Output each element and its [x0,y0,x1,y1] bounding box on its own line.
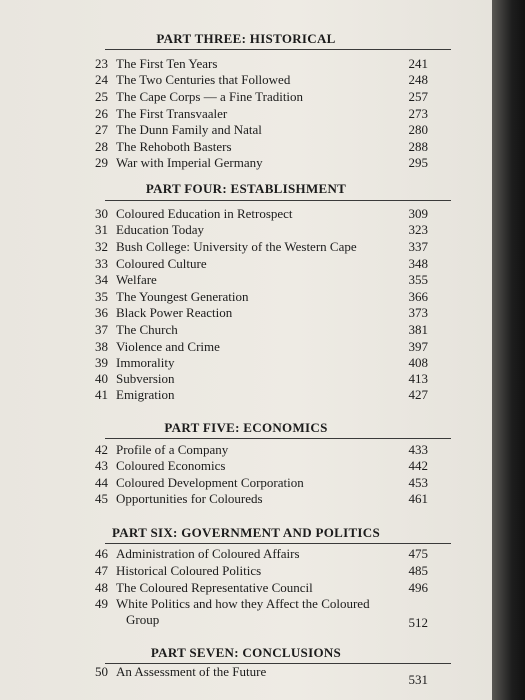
book-edge-shadow [492,0,525,700]
chapter-title: Education Today [116,222,205,237]
chapter-title: Historical Coloured Politics [116,563,262,578]
toc-entry [0,563,492,580]
toc-entry [0,222,492,239]
toc-entry [0,387,492,404]
part-heading: PART FIVE: ECONOMICS [164,420,328,435]
chapter-title: Bush College: University of the Western Cape [116,239,357,254]
toc-entry [0,458,492,475]
page-number: 241 [408,56,428,71]
page-number: 295 [408,155,428,170]
toc-entry [0,339,492,356]
toc-entry [0,475,492,492]
chapter-number: 27 [95,122,108,137]
chapter-title: Black Power Reaction [116,305,233,320]
chapter-number: 33 [95,256,108,271]
chapter-number: 41 [95,387,108,402]
toc-entry [0,106,492,123]
part-rule [105,49,451,50]
page-number: 373 [408,305,428,320]
part-rule [105,200,451,201]
page-number: 366 [408,289,428,304]
chapter-title: An Assessment of the Future [116,664,267,679]
chapter-number: 44 [95,475,108,490]
chapter-title: White Politics and how they Affect the Coloured [116,596,370,611]
chapter-title: War with Imperial Germany [116,155,263,170]
chapter-title: Coloured Culture [116,256,207,271]
chapter-title: The Cape Corps — a Fine Tradition [116,89,304,104]
toc-entry [0,139,492,156]
chapter-title: Profile of a Company [116,442,229,457]
chapter-number: 31 [95,222,108,237]
chapter-number: 34 [95,272,108,287]
chapter-title: Administration of Coloured Affairs [116,546,300,561]
part-rule [105,543,451,544]
part-heading: PART SEVEN: CONCLUSIONS [150,645,342,660]
part-rule [105,438,451,439]
toc-entry [0,546,492,563]
chapter-title: The Youngest Generation [116,289,249,304]
page-number: 323 [408,222,428,237]
chapter-number: 43 [95,458,108,473]
page-number: 348 [408,256,428,271]
page-number: 496 [408,580,428,595]
toc-entry [0,355,492,372]
toc-entry [0,371,492,388]
page-number: 397 [408,339,428,354]
chapter-number: 29 [95,155,108,170]
page-number: 309 [408,206,428,221]
chapter-title: The Two Centuries that Followed [116,72,291,87]
chapter-number: 47 [95,563,108,578]
page-number: 475 [408,546,428,561]
toc-entry [0,155,492,172]
chapter-number: 32 [95,239,108,254]
chapter-title: Coloured Education in Retrospect [116,206,293,221]
chapter-title: The First Ten Years [116,56,218,71]
chapter-number: 45 [95,491,108,506]
chapter-number: 26 [95,106,108,121]
page-number: 337 [408,239,428,254]
chapter-number: 25 [95,89,108,104]
chapter-title: The Coloured Representative Council [116,580,313,595]
chapter-title: The First Transvaaler [116,106,228,121]
toc-entry [0,122,492,139]
toc-entry [0,442,492,459]
page-number: 512 [408,615,428,630]
part-heading: PART FOUR: ESTABLISHMENT [145,181,347,196]
chapter-number: 30 [95,206,108,221]
toc-entry [0,56,492,73]
chapter-number: 24 [95,72,108,87]
toc-entry [0,239,492,256]
page-number: 355 [408,272,428,287]
chapter-number: 38 [95,339,108,354]
chapter-title: The Church [116,322,178,337]
chapter-title-continued: Group [126,612,160,627]
chapter-number: 23 [95,56,108,71]
chapter-title: Immorality [116,355,175,370]
page-number: 531 [408,672,428,687]
page-number: 427 [408,387,428,402]
chapter-number: 37 [95,322,108,337]
toc-entry [0,322,492,339]
page-number: 280 [408,122,428,137]
chapter-title: Coloured Development Corporation [116,475,304,490]
page-number: 461 [408,491,428,506]
toc-entry [0,305,492,322]
toc-entry [0,491,492,508]
chapter-title: Subversion [116,371,175,386]
part-heading: PART THREE: HISTORICAL [156,31,336,46]
page-number: 413 [408,371,428,386]
toc-entry [0,580,492,597]
chapter-number: 36 [95,305,108,320]
toc-entry [0,206,492,223]
chapter-number: 35 [95,289,108,304]
chapter-number: 49 [95,596,108,611]
toc-entry [0,596,492,636]
chapter-title: The Dunn Family and Natal [116,122,262,137]
page-number: 453 [408,475,428,490]
page-number: 485 [408,563,428,578]
chapter-title: Welfare [116,272,157,287]
chapter-number: 48 [95,580,108,595]
page-number: 273 [408,106,428,121]
page-number: 257 [408,89,428,104]
toc-entry [0,89,492,106]
chapter-number: 40 [95,371,108,386]
toc-entry [0,256,492,273]
chapter-title: Emigration [116,387,175,402]
chapter-number: 46 [95,546,108,561]
chapter-number: 42 [95,442,108,457]
part-heading: PART SIX: GOVERNMENT AND POLITICS [111,525,381,540]
toc-entry [0,664,492,692]
chapter-title: Coloured Economics [116,458,226,473]
chapter-number: 39 [95,355,108,370]
chapter-number: 50 [95,664,108,679]
toc-entry [0,272,492,289]
chapter-title: Opportunities for Coloureds [116,491,263,506]
chapter-title: Violence and Crime [116,339,220,354]
toc-entry [0,289,492,306]
page-number: 442 [408,458,428,473]
page-number: 408 [408,355,428,370]
page-number: 381 [408,322,428,337]
page-number: 248 [408,72,428,87]
page-number: 288 [408,139,428,154]
chapter-number: 28 [95,139,108,154]
page-number: 433 [408,442,428,457]
chapter-title: The Rehoboth Basters [116,139,232,154]
toc-entry [0,72,492,89]
